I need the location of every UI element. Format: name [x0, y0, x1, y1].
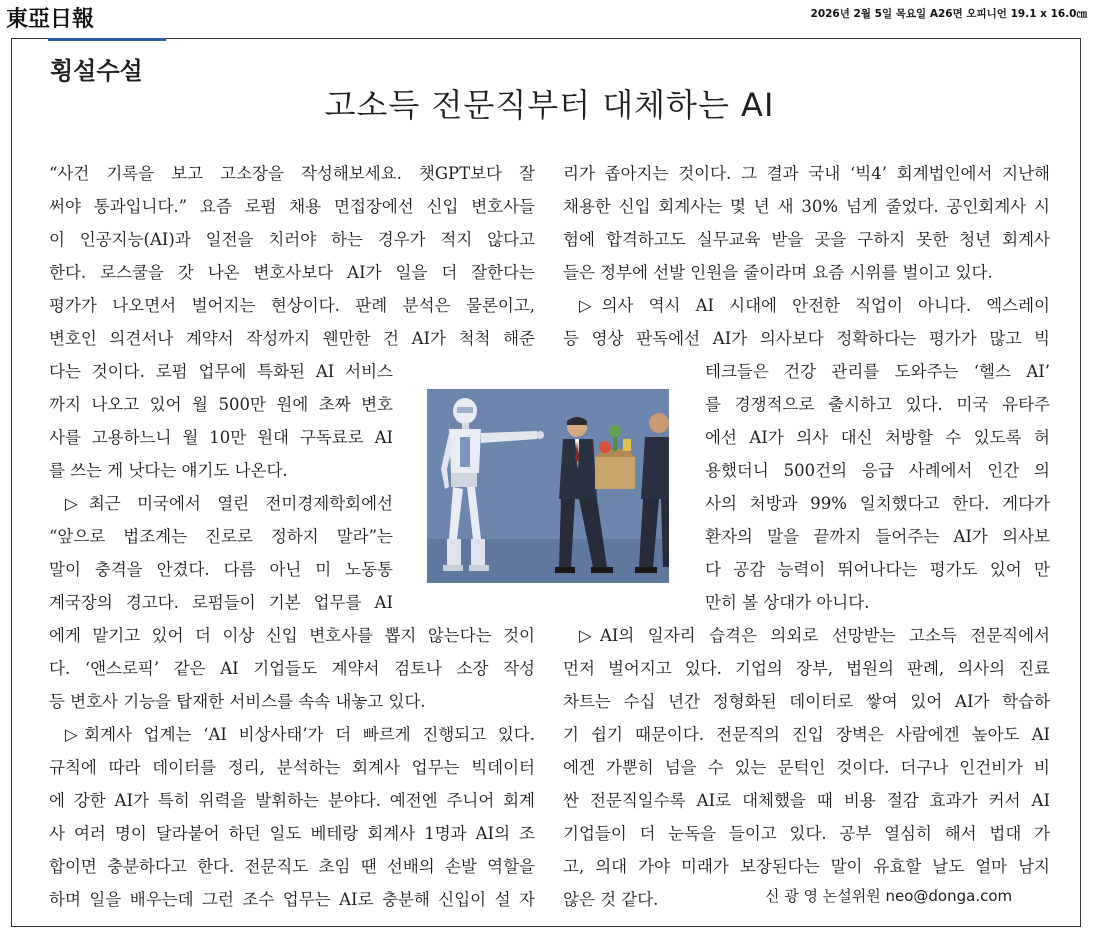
body-line: 한다. 로스쿨을 갓 나온 변호사보다 AI가 일을 더 잘한다는	[49, 263, 535, 282]
body-line: 하며 일을 배우는데 그런 조수 업무는 AI로 충분해 신입이 설 자	[49, 890, 535, 909]
body-line: 까지 나오고 있어 월 500만 원에 초짜 변호	[49, 395, 393, 414]
body-line: 기 쉽기 때문이다. 전문직의 진입 장벽은 사람에겐 높아도 AI	[563, 725, 1050, 744]
body-line: 를 쓰는 게 낫다는 얘기도 나온다.	[49, 461, 288, 480]
body-line: 차트는 수십 년간 정형화된 데이터로 쌓여 있어 AI가 학습하	[563, 692, 1050, 711]
body-line: 사 여러 명이 달라붙어 하던 일도 베테랑 회계사 1명과 AI의 조	[49, 824, 535, 843]
body-line: ▷의사 역시 AI 시대에 안전한 직업이 아니다. 엑스레이	[579, 296, 1050, 315]
body-line: 사를 고용하느니 월 10만 원대 구독료로 AI	[49, 428, 393, 447]
body-line: 다 공감 능력이 뛰어나다는 평가도 있어 만	[705, 560, 1050, 579]
body-line: 이 인공지능(AI)과 일전을 치러야 하는 경우가 적지 않다고	[49, 230, 535, 249]
body-line: 평가가 나오면서 벌어지는 현상이다. 판례 분석은 물론이고,	[49, 296, 535, 315]
body-line: 규칙에 따라 데이터를 정리, 분석하는 회계사 업무는 빅데이터	[49, 758, 535, 777]
body-line: 리가 좁아지는 것이다. 그 결과 국내 ‘빅4’ 회계법인에서 지난해	[563, 164, 1050, 183]
body-line: 싼 전문직일수록 AI로 대체했을 때 비용 절감 효과가 커서 AI	[563, 791, 1050, 810]
body-line: 써야 통과입니다.” 요즘 로펌 채용 면접장에선 신입 변호사들	[49, 197, 535, 216]
body-line: 를 경쟁적으로 출시하고 있다. 미국 유타주	[705, 395, 1050, 414]
body-line: 말이 충격을 안겼다. 다름 아닌 미 노동통	[49, 560, 393, 579]
body-line: 다. ‘앤스로픽’ 같은 AI 기업들도 계약서 검토나 소장 작성	[49, 659, 535, 678]
masthead	[0, 0, 1099, 38]
body-line: ▷AI의 일자리 습격은 의외로 선망받는 고소득 전문직에서	[579, 626, 1050, 645]
body-line: 다는 것이다. 로펌 업무에 특화된 AI 서비스	[49, 362, 393, 381]
edition-info: 2026년 2월 5일 목요일 A26면 오피니언 19.1 x 16.0㎝	[810, 8, 1087, 20]
body-line: “앞으로 법조계는 진로로 정하지 말라”는	[49, 527, 393, 546]
body-line: 환자의 말을 끝까지 들어주는 AI가 의사보	[705, 527, 1050, 546]
body-line: 용했더니 500건의 응급 사례에서 인간 의	[705, 461, 1050, 480]
body-line: “사건 기록을 보고 고소장을 작성해보세요. 챗GPT보다 잘	[49, 164, 535, 183]
newspaper-logo: 東亞日報	[6, 6, 95, 32]
body-line: 에겐 가뿐히 넘을 수 있는 문턱인 것이다. 더구나 인건비가 비	[563, 758, 1050, 777]
body-line: 채용한 신입 회계사는 몇 년 새 30% 넘게 줄었다. 공인회계사 시	[563, 197, 1050, 216]
body-line: 사의 처방과 99% 일치했다고 한다. 게다가	[705, 494, 1050, 513]
body-line: 에게 맡기고 있어 더 이상 신입 변호사를 뽑지 않는다는 것이	[49, 626, 535, 645]
body-line: 기업들이 더 눈독을 들이고 있다. 공부 열심히 해서 법대 가	[563, 824, 1050, 843]
headline: 고소득 전문직부터 대체하는 AI	[324, 86, 775, 124]
section-title: 횡설수설	[50, 57, 143, 85]
section-accent-bar	[48, 38, 166, 41]
body-line: 먼저 벌어지고 있다. 기업의 장부, 법원의 판례, 의사의 진료	[563, 659, 1050, 678]
body-line: 만히 볼 상대가 아니다.	[705, 593, 870, 612]
body-line: 등 변호사 기능을 탑재한 서비스를 속속 내놓고 있다.	[49, 692, 426, 711]
body-line: 테크들은 건강 관리를 도와주는 ‘헬스 AI’	[705, 362, 1050, 381]
body-line: ▷최근 미국에서 열린 전미경제학회에선	[65, 494, 393, 513]
body-line: 에 강한 AI가 특히 위력을 발휘하는 분야다. 예전엔 주니어 회계	[49, 791, 535, 810]
body-line: 에선 AI가 의사 대신 처방할 수 있도록 허	[705, 428, 1050, 447]
body-line: 변호인 의견서나 계약서 작성까지 웬만한 건 AI가 척척 해준	[49, 329, 535, 348]
body-line: 등 영상 판독에선 AI가 의사보다 정확하다는 평가가 많고 빅	[563, 329, 1050, 348]
illustration-graphic	[427, 389, 669, 583]
body-line: 않은 것 같다.	[563, 890, 659, 909]
body-line: 험에 합격하고도 실무교육 받을 곳을 구하지 못한 청년 회계사	[563, 230, 1050, 249]
body-line: 들은 정부에 선발 인원을 줄이라며 요즘 시위를 벌이고 있다.	[563, 263, 993, 282]
robot-pointing-businessmen-leaving-illustration	[427, 389, 669, 583]
byline: 신 광 영 논설위원 neo@donga.com	[765, 887, 1013, 905]
body-line: 합이면 충분하다고 한다. 전문직도 초임 땐 선배의 손발 역할을	[49, 857, 535, 876]
body-line: 계국장의 경고다. 로펌들이 기본 업무를 AI	[49, 593, 393, 612]
body-line: ▷회계사 업계는 ‘AI 비상사태’가 더 빠르게 진행되고 있다.	[65, 725, 535, 744]
body-line: 고, 의대 가야 미래가 보장된다는 말이 유효할 날도 얼마 남지	[563, 857, 1050, 876]
